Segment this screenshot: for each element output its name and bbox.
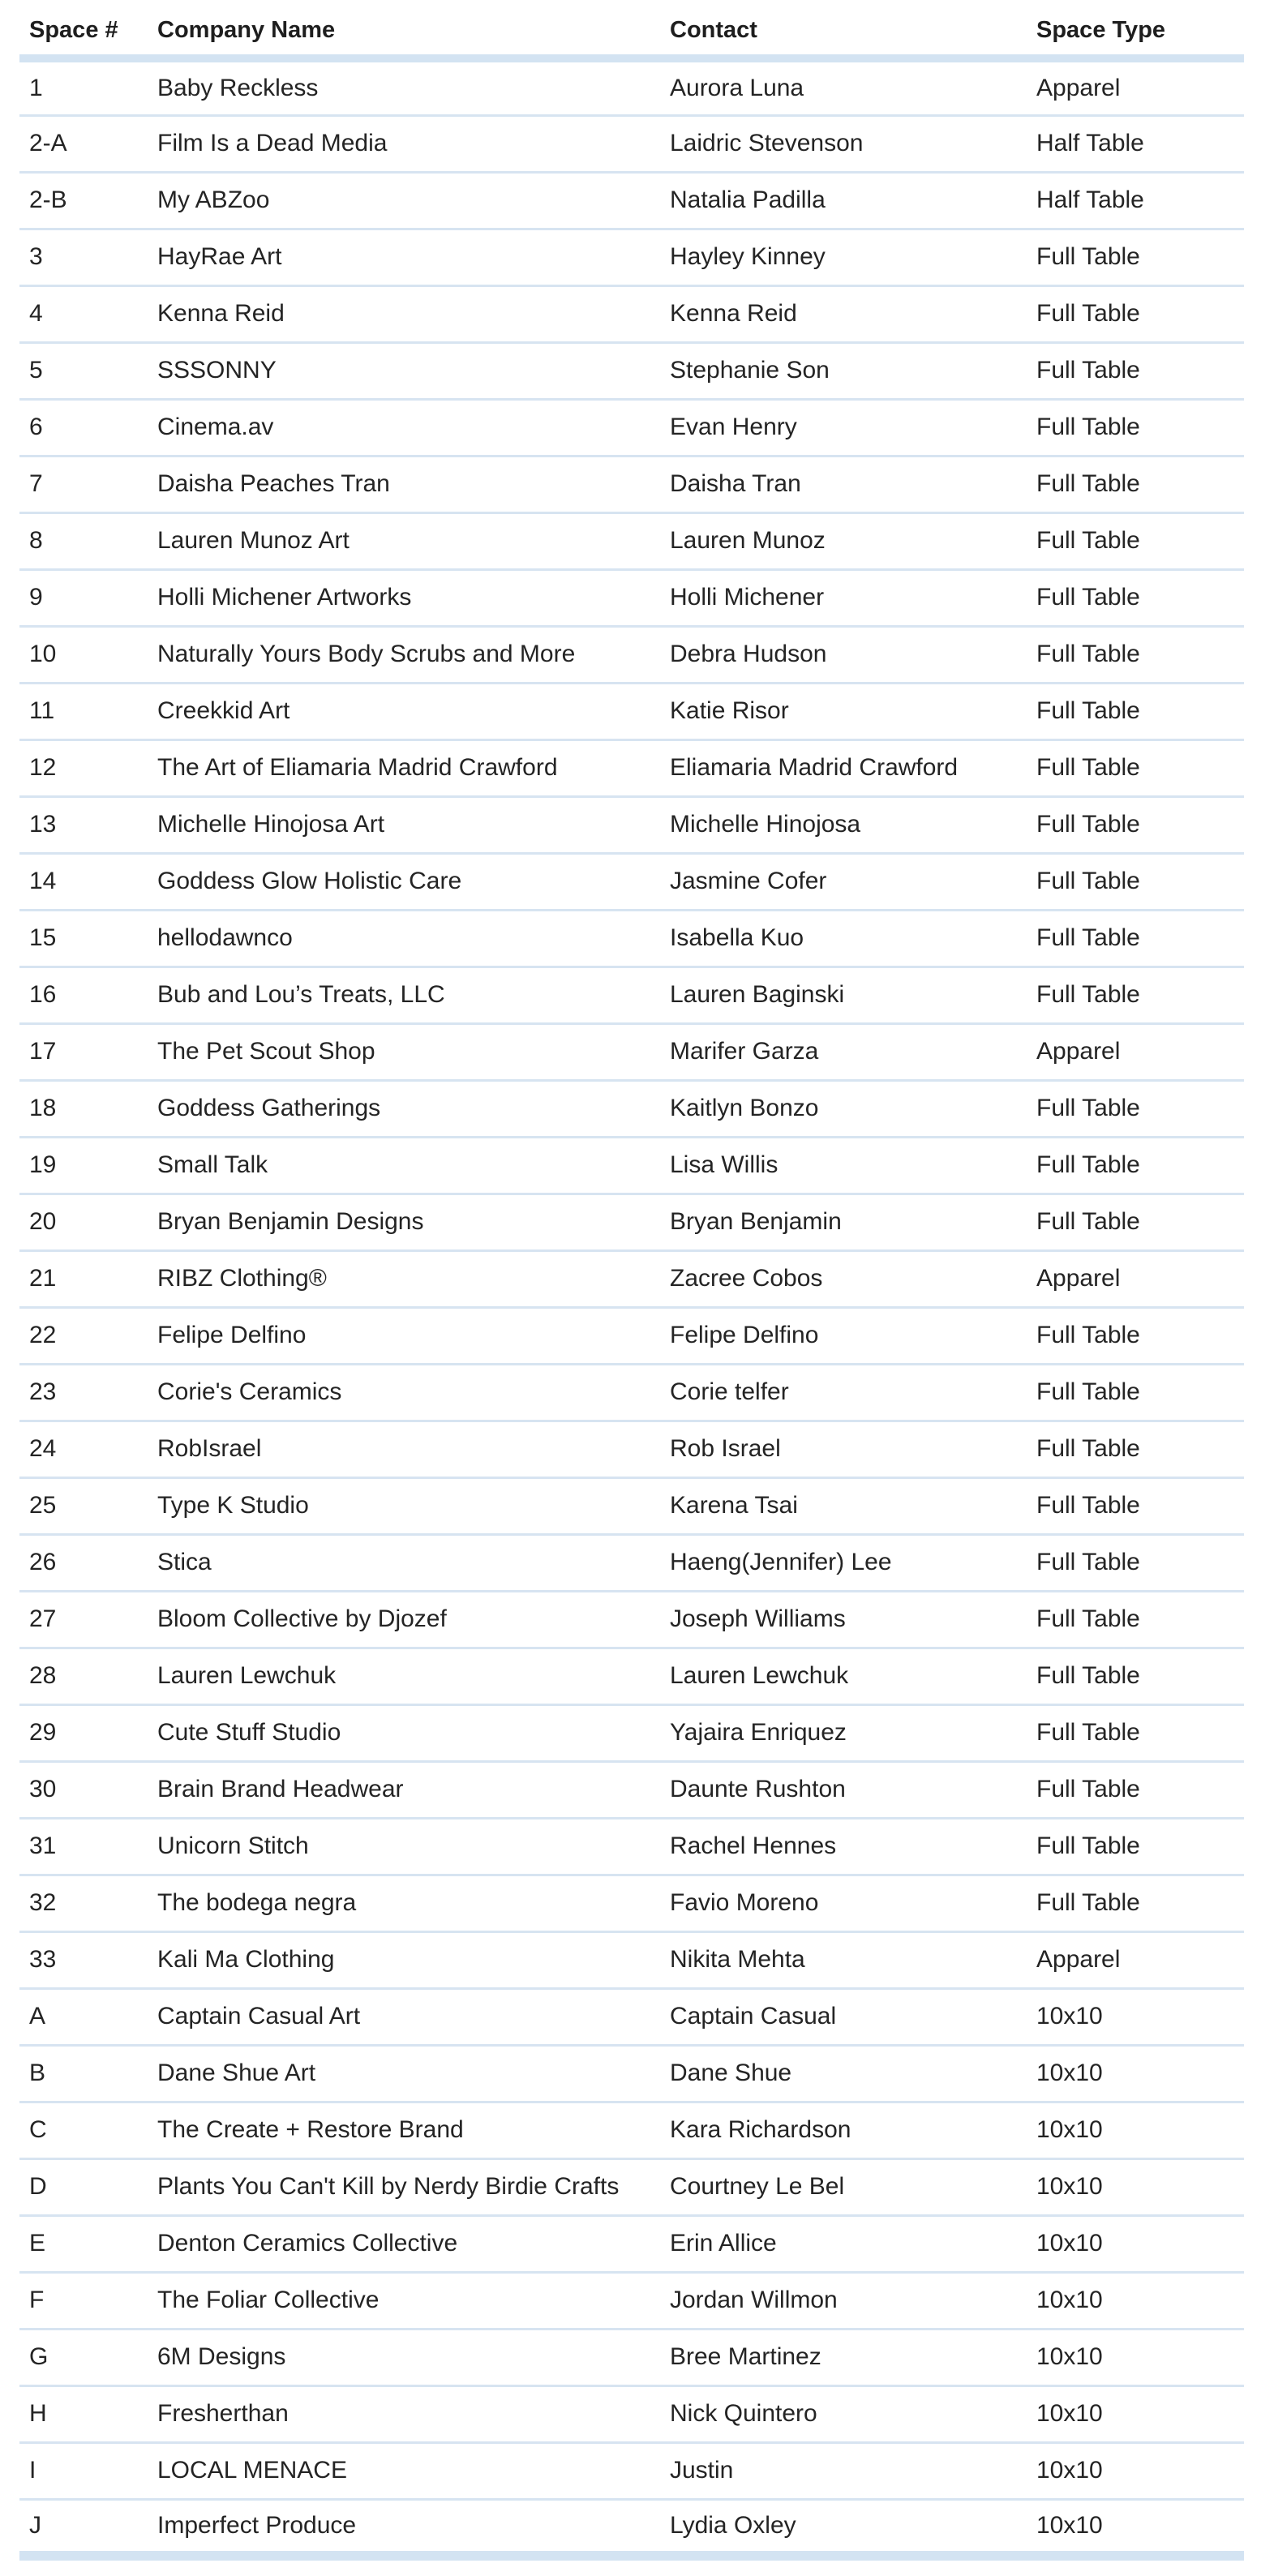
space-number-cell: 14 <box>19 853 148 910</box>
space-number-cell: 18 <box>19 1080 148 1137</box>
space-number-cell: G <box>19 2329 148 2385</box>
space-type-cell: Full Table <box>1027 1421 1244 1477</box>
space-type-cell: Full Table <box>1027 1761 1244 1818</box>
space-number-cell: C <box>19 2102 148 2158</box>
contact-cell: Erin Allice <box>660 2215 1027 2272</box>
contact-cell: Rob Israel <box>660 1421 1027 1477</box>
space-number-cell: 2-A <box>19 115 148 172</box>
space-number-cell: 3 <box>19 229 148 285</box>
company-name-cell: Goddess Glow Holistic Care <box>148 853 660 910</box>
space-type-cell: Full Table <box>1027 342 1244 399</box>
space-type-cell: Full Table <box>1027 1137 1244 1194</box>
table-row <box>19 2499 1244 2556</box>
table-row <box>19 2385 1244 2442</box>
contact-cell: Joseph Williams <box>660 1591 1027 1648</box>
header-contact: Contact <box>660 0 1027 58</box>
space-type-cell: Apparel <box>1027 1023 1244 1080</box>
space-type-cell: Full Table <box>1027 1648 1244 1704</box>
table-row <box>19 1931 1244 1988</box>
contact-cell: Justin <box>660 2442 1027 2499</box>
space-type-cell: Full Table <box>1027 1307 1244 1364</box>
contact-cell: Daunte Rushton <box>660 1761 1027 1818</box>
company-name-cell: 6M Designs <box>148 2329 660 2385</box>
space-number-cell: A <box>19 1988 148 2045</box>
company-name-cell: Type K Studio <box>148 1477 660 1534</box>
company-name-cell: HayRae Art <box>148 229 660 285</box>
company-name-cell: My ABZoo <box>148 172 660 229</box>
space-type-cell: 10x10 <box>1027 2272 1244 2329</box>
contact-cell: Natalia Padilla <box>660 172 1027 229</box>
table-row <box>19 2102 1244 2158</box>
space-number-cell: 33 <box>19 1931 148 1988</box>
space-number-cell: 4 <box>19 285 148 342</box>
company-name-cell: Naturally Yours Body Scrubs and More <box>148 626 660 683</box>
space-type-cell: Half Table <box>1027 115 1244 172</box>
company-name-cell: Bryan Benjamin Designs <box>148 1194 660 1250</box>
table-row <box>19 569 1244 626</box>
space-number-cell: 13 <box>19 796 148 853</box>
table-row <box>19 1704 1244 1761</box>
contact-cell: Laidric Stevenson <box>660 115 1027 172</box>
company-name-cell: Lauren Lewchuk <box>148 1648 660 1704</box>
company-name-cell: Bub and Lou’s Treats, LLC <box>148 967 660 1023</box>
company-name-cell: Felipe Delfino <box>148 1307 660 1364</box>
contact-cell: Dane Shue <box>660 2045 1027 2102</box>
company-name-cell: Daisha Peaches Tran <box>148 456 660 512</box>
contact-cell: Lisa Willis <box>660 1137 1027 1194</box>
space-number-cell: I <box>19 2442 148 2499</box>
company-name-cell: Stica <box>148 1534 660 1591</box>
space-type-cell: 10x10 <box>1027 2385 1244 2442</box>
contact-cell: Yajaira Enriquez <box>660 1704 1027 1761</box>
contact-cell: Holli Michener <box>660 569 1027 626</box>
table-row <box>19 1875 1244 1931</box>
contact-cell: Karena Tsai <box>660 1477 1027 1534</box>
table-row <box>19 1364 1244 1421</box>
space-type-cell: Full Table <box>1027 1364 1244 1421</box>
company-name-cell: Lauren Munoz Art <box>148 512 660 569</box>
company-name-cell: SSSONNY <box>148 342 660 399</box>
space-type-cell: Full Table <box>1027 910 1244 967</box>
contact-cell: Rachel Hennes <box>660 1818 1027 1875</box>
table-header <box>19 0 1244 58</box>
company-name-cell: Plants You Can't Kill by Nerdy Birdie Crafts <box>148 2158 660 2215</box>
space-type-cell: Full Table <box>1027 739 1244 796</box>
table-body <box>19 58 1244 2556</box>
space-number-cell: 2-B <box>19 172 148 229</box>
company-name-cell: RobIsrael <box>148 1421 660 1477</box>
company-name-cell: Denton Ceramics Collective <box>148 2215 660 2272</box>
table-row <box>19 910 1244 967</box>
space-number-cell: F <box>19 2272 148 2329</box>
contact-cell: Evan Henry <box>660 399 1027 456</box>
contact-cell: Katie Risor <box>660 683 1027 739</box>
contact-cell: Lauren Lewchuk <box>660 1648 1027 1704</box>
table-row <box>19 2272 1244 2329</box>
contact-cell: Eliamaria Madrid Crawford <box>660 739 1027 796</box>
space-type-cell: 10x10 <box>1027 2158 1244 2215</box>
table-row <box>19 1534 1244 1591</box>
space-type-cell: Full Table <box>1027 1534 1244 1591</box>
contact-cell: Corie telfer <box>660 1364 1027 1421</box>
table-row <box>19 683 1244 739</box>
header-space-type: Space Type <box>1027 0 1244 58</box>
space-number-cell: 15 <box>19 910 148 967</box>
contact-cell: Michelle Hinojosa <box>660 796 1027 853</box>
space-number-cell: 20 <box>19 1194 148 1250</box>
space-type-cell: Full Table <box>1027 1080 1244 1137</box>
contact-cell: Jordan Willmon <box>660 2272 1027 2329</box>
space-type-cell: Full Table <box>1027 1818 1244 1875</box>
company-name-cell: The Create + Restore Brand <box>148 2102 660 2158</box>
table-row <box>19 853 1244 910</box>
company-name-cell: Imperfect Produce <box>148 2499 660 2556</box>
contact-cell: Bree Martinez <box>660 2329 1027 2385</box>
space-number-cell: H <box>19 2385 148 2442</box>
company-name-cell: Fresherthan <box>148 2385 660 2442</box>
contact-cell: Zacree Cobos <box>660 1250 1027 1307</box>
contact-cell: Hayley Kinney <box>660 229 1027 285</box>
table-row <box>19 1477 1244 1534</box>
table-row <box>19 285 1244 342</box>
space-number-cell: 26 <box>19 1534 148 1591</box>
space-number-cell: 32 <box>19 1875 148 1931</box>
space-number-cell: 23 <box>19 1364 148 1421</box>
table-row <box>19 1307 1244 1364</box>
table-row <box>19 626 1244 683</box>
table-row <box>19 342 1244 399</box>
contact-cell: Debra Hudson <box>660 626 1027 683</box>
contact-cell: Daisha Tran <box>660 456 1027 512</box>
table-row <box>19 1194 1244 1250</box>
space-type-cell: 10x10 <box>1027 2329 1244 2385</box>
table-row <box>19 1988 1244 2045</box>
space-number-cell: 19 <box>19 1137 148 1194</box>
table-row <box>19 1023 1244 1080</box>
table-row <box>19 2329 1244 2385</box>
space-type-cell: Full Table <box>1027 1194 1244 1250</box>
company-name-cell: The Foliar Collective <box>148 2272 660 2329</box>
table-row <box>19 229 1244 285</box>
company-name-cell: Kenna Reid <box>148 285 660 342</box>
space-number-cell: 1 <box>19 58 148 115</box>
table-row <box>19 399 1244 456</box>
contact-cell: Haeng(Jennifer) Lee <box>660 1534 1027 1591</box>
space-number-cell: 9 <box>19 569 148 626</box>
company-name-cell: Kali Ma Clothing <box>148 1931 660 1988</box>
company-name-cell: Holli Michener Artworks <box>148 569 660 626</box>
space-number-cell: 6 <box>19 399 148 456</box>
company-name-cell: The bodega negra <box>148 1875 660 1931</box>
space-type-cell: Apparel <box>1027 1931 1244 1988</box>
space-type-cell: Full Table <box>1027 853 1244 910</box>
space-type-cell: Full Table <box>1027 626 1244 683</box>
contact-cell: Favio Moreno <box>660 1875 1027 1931</box>
table-row <box>19 456 1244 512</box>
vendor-table <box>19 0 1244 2561</box>
space-number-cell: 29 <box>19 1704 148 1761</box>
company-name-cell: The Pet Scout Shop <box>148 1023 660 1080</box>
table-row <box>19 1591 1244 1648</box>
company-name-cell: Creekkid Art <box>148 683 660 739</box>
space-number-cell: 27 <box>19 1591 148 1648</box>
space-number-cell: 30 <box>19 1761 148 1818</box>
space-type-cell: Full Table <box>1027 399 1244 456</box>
space-type-cell: 10x10 <box>1027 2215 1244 2272</box>
contact-cell: Lauren Munoz <box>660 512 1027 569</box>
space-type-cell: 10x10 <box>1027 2499 1244 2556</box>
contact-cell: Bryan Benjamin <box>660 1194 1027 1250</box>
company-name-cell: Brain Brand Headwear <box>148 1761 660 1818</box>
contact-cell: Marifer Garza <box>660 1023 1027 1080</box>
contact-cell: Kaitlyn Bonzo <box>660 1080 1027 1137</box>
space-number-cell: 11 <box>19 683 148 739</box>
company-name-cell: LOCAL MENACE <box>148 2442 660 2499</box>
header-company-name: Company Name <box>148 0 660 58</box>
company-name-cell: The Art of Eliamaria Madrid Crawford <box>148 739 660 796</box>
space-number-cell: 21 <box>19 1250 148 1307</box>
space-number-cell: 16 <box>19 967 148 1023</box>
table-row <box>19 739 1244 796</box>
space-type-cell: Full Table <box>1027 1477 1244 1534</box>
space-type-cell: Full Table <box>1027 1704 1244 1761</box>
contact-cell: Jasmine Cofer <box>660 853 1027 910</box>
contact-cell: Nick Quintero <box>660 2385 1027 2442</box>
space-number-cell: 12 <box>19 739 148 796</box>
table-row <box>19 967 1244 1023</box>
space-type-cell: Full Table <box>1027 512 1244 569</box>
space-type-cell: 10x10 <box>1027 2102 1244 2158</box>
contact-cell: Felipe Delfino <box>660 1307 1027 1364</box>
contact-cell: Courtney Le Bel <box>660 2158 1027 2215</box>
space-number-cell: 5 <box>19 342 148 399</box>
table-row <box>19 2442 1244 2499</box>
contact-cell: Nikita Mehta <box>660 1931 1027 1988</box>
company-name-cell: Dane Shue Art <box>148 2045 660 2102</box>
space-number-cell: B <box>19 2045 148 2102</box>
company-name-cell: hellodawnco <box>148 910 660 967</box>
table-row <box>19 512 1244 569</box>
contact-cell: Isabella Kuo <box>660 910 1027 967</box>
company-name-cell: Unicorn Stitch <box>148 1818 660 1875</box>
company-name-cell: Goddess Gatherings <box>148 1080 660 1137</box>
company-name-cell: Captain Casual Art <box>148 1988 660 2045</box>
space-type-cell: Full Table <box>1027 796 1244 853</box>
space-type-cell: Full Table <box>1027 683 1244 739</box>
company-name-cell: RIBZ Clothing® <box>148 1250 660 1307</box>
space-type-cell: Full Table <box>1027 569 1244 626</box>
space-number-cell: 10 <box>19 626 148 683</box>
table-row <box>19 1250 1244 1307</box>
space-type-cell: Full Table <box>1027 1875 1244 1931</box>
company-name-cell: Corie's Ceramics <box>148 1364 660 1421</box>
space-number-cell: 31 <box>19 1818 148 1875</box>
contact-cell: Kara Richardson <box>660 2102 1027 2158</box>
space-type-cell: Full Table <box>1027 229 1244 285</box>
space-type-cell: 10x10 <box>1027 2442 1244 2499</box>
header-space-number: Space # <box>19 0 148 58</box>
contact-cell: Captain Casual <box>660 1988 1027 2045</box>
table-row <box>19 172 1244 229</box>
table-row <box>19 2158 1244 2215</box>
space-number-cell: 22 <box>19 1307 148 1364</box>
table-row <box>19 1818 1244 1875</box>
space-type-cell: Full Table <box>1027 456 1244 512</box>
company-name-cell: Film Is a Dead Media <box>148 115 660 172</box>
contact-cell: Stephanie Son <box>660 342 1027 399</box>
space-number-cell: 17 <box>19 1023 148 1080</box>
space-number-cell: 28 <box>19 1648 148 1704</box>
space-type-cell: 10x10 <box>1027 2045 1244 2102</box>
space-number-cell: 25 <box>19 1477 148 1534</box>
space-number-cell: 7 <box>19 456 148 512</box>
contact-cell: Aurora Luna <box>660 58 1027 115</box>
company-name-cell: Bloom Collective by Djozef <box>148 1591 660 1648</box>
table-row <box>19 796 1244 853</box>
space-number-cell: 8 <box>19 512 148 569</box>
table-row <box>19 2045 1244 2102</box>
space-type-cell: Apparel <box>1027 58 1244 115</box>
space-number-cell: 24 <box>19 1421 148 1477</box>
header-row <box>19 0 1244 58</box>
company-name-cell: Cute Stuff Studio <box>148 1704 660 1761</box>
table-row <box>19 115 1244 172</box>
space-type-cell: 10x10 <box>1027 1988 1244 2045</box>
company-name-cell: Small Talk <box>148 1137 660 1194</box>
table-row <box>19 1648 1244 1704</box>
table-row <box>19 1421 1244 1477</box>
table-row <box>19 58 1244 115</box>
space-number-cell: J <box>19 2499 148 2556</box>
space-number-cell: D <box>19 2158 148 2215</box>
vendor-table-container <box>19 0 1244 2561</box>
table-row <box>19 1080 1244 1137</box>
space-type-cell: Half Table <box>1027 172 1244 229</box>
space-type-cell: Full Table <box>1027 1591 1244 1648</box>
table-row <box>19 1137 1244 1194</box>
table-row <box>19 1761 1244 1818</box>
space-type-cell: Full Table <box>1027 967 1244 1023</box>
company-name-cell: Cinema.av <box>148 399 660 456</box>
contact-cell: Kenna Reid <box>660 285 1027 342</box>
contact-cell: Lauren Baginski <box>660 967 1027 1023</box>
company-name-cell: Baby Reckless <box>148 58 660 115</box>
company-name-cell: Michelle Hinojosa Art <box>148 796 660 853</box>
space-type-cell: Apparel <box>1027 1250 1244 1307</box>
contact-cell: Lydia Oxley <box>660 2499 1027 2556</box>
space-number-cell: E <box>19 2215 148 2272</box>
table-row <box>19 2215 1244 2272</box>
space-type-cell: Full Table <box>1027 285 1244 342</box>
